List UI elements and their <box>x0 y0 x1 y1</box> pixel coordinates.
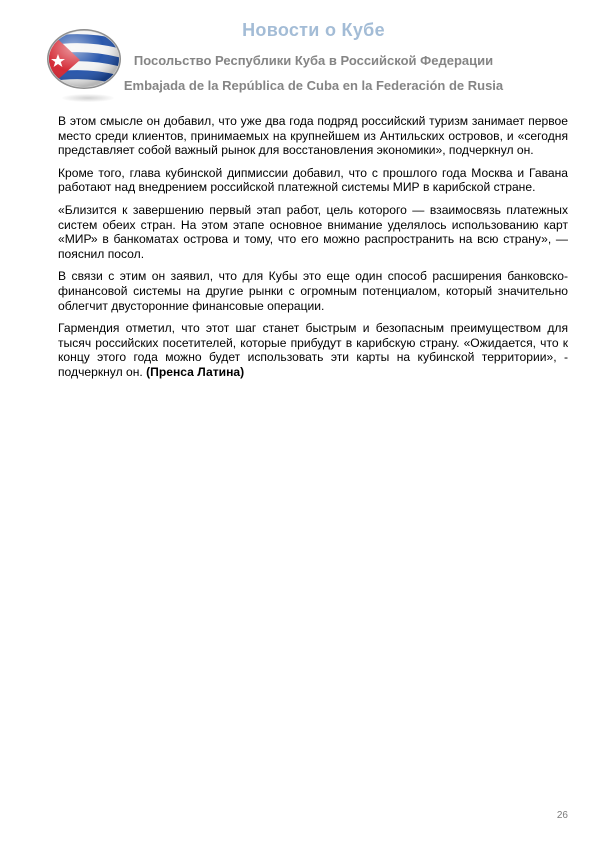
embassy-name-russian: Посольство Республики Куба в Российской Федерации <box>133 53 494 68</box>
article-paragraph: В этом смысле он добавил, что уже два года подряд российский туризм занимает первое место среди клиентов, принимаемых на крупнейшем из Антильских островов, и «сегодня представляет собой важный рынок для восстановления экономики», подчеркнул он. <box>58 114 568 158</box>
logo-shadow <box>62 94 114 102</box>
article-body <box>58 114 568 388</box>
brand-title: Новости о Кубе <box>242 20 385 40</box>
article-paragraph: «Близится к завершению первый этап работ, цель которого — взаимосвязь платежных систем обеих стран. На этом этапе основное внимание уделялось использованию карт «МИР» в банкоматах острова и тому, что его можно распространить на всю страну», — пояснил посол. <box>58 202 568 261</box>
page-header <box>0 0 607 100</box>
article-paragraph: В связи с этим он заявил, что для Кубы это еще один способ расширения банковско-финансовой системы на другие рынки с огромным потенциалом, который значительно облегчит двусторонние финансовые операции. <box>58 269 568 313</box>
article-paragraph-last <box>58 321 568 379</box>
article-paragraph: Кроме того, глава кубинской дипмиссии добавил, что с прошлого года Москва и Гавана работают над внедрением российской платежной системы МИР в карибской стране. <box>58 165 568 195</box>
article-source: (Пренса Латина) <box>146 364 245 379</box>
embassy-name-spanish: Embajada de la República de Cuba en la Federación de Rusia <box>123 78 504 93</box>
article-paragraph-text: Гармендия отметил, что этот шаг станет быстрым и безопасным преимуществом для тысяч российских посетителей, которые прибудут в карибскую страну. «Ожидается, что к концу этого года можно будет использовать эти карты на кубинской территории», - подчеркнул он. <box>58 321 568 379</box>
page-number: 26 <box>556 810 568 821</box>
